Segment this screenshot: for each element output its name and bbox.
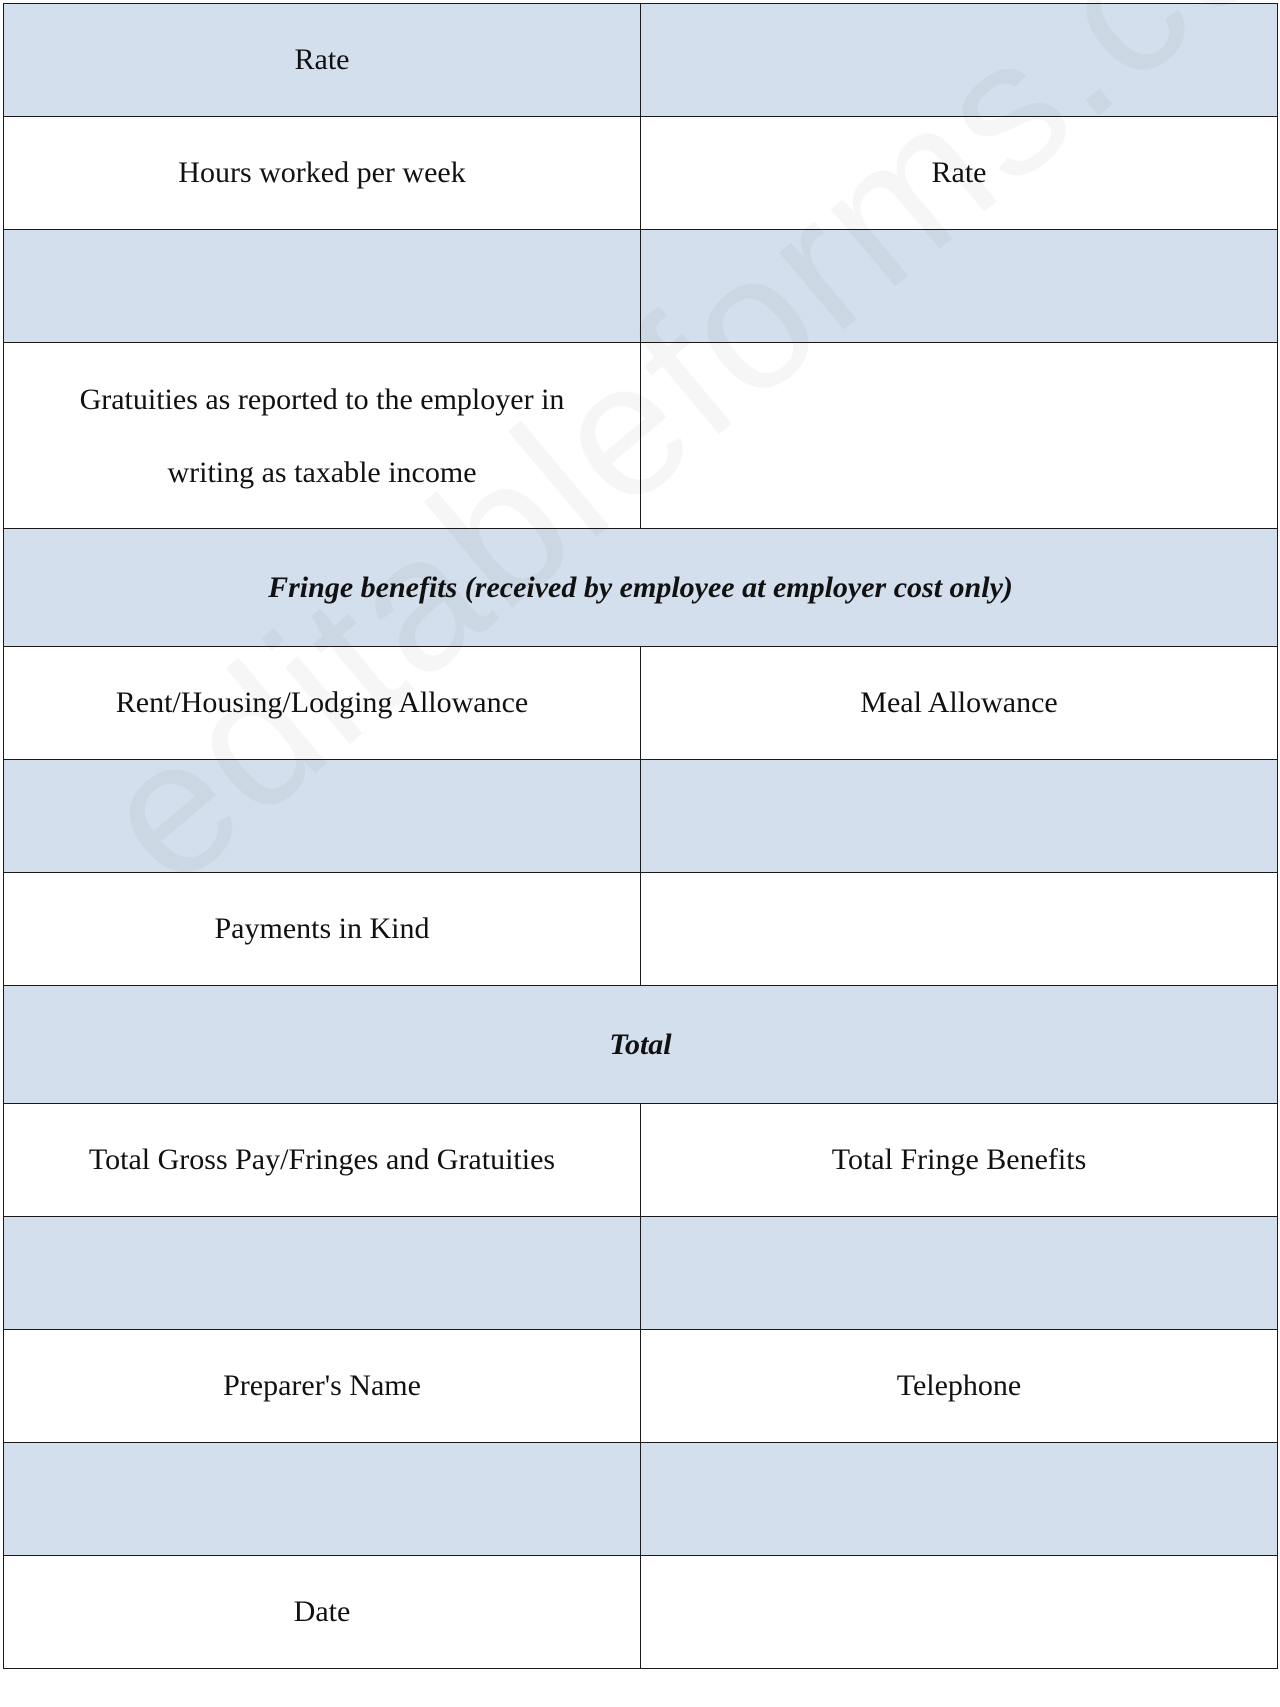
total-gross-pay-label: Total Gross Pay/Fringes and Gratuities [4,1104,641,1217]
table-row [4,343,1278,529]
rate-label: Rate [4,4,641,117]
total-fringe-benefits-label: Total Fringe Benefits [641,1104,1278,1217]
rent-housing-label: Rent/Housing/Lodging Allowance [4,647,641,760]
telephone-label: Telephone [641,1330,1278,1443]
rent-housing-field[interactable] [4,760,641,873]
table-row [4,1443,1278,1556]
preparer-name-field[interactable] [4,1443,641,1556]
table-row [4,1217,1278,1330]
hours-worked-label: Hours worked per week [4,117,641,230]
rate-label-secondary: Rate [641,117,1278,230]
table-row [4,1330,1278,1443]
gratuities-label-line2: writing as taxable income [167,455,477,489]
payments-in-kind-field[interactable] [641,873,1278,986]
table-row [4,986,1278,1104]
rate-field[interactable] [641,230,1278,343]
gratuities-field[interactable] [641,343,1278,529]
table-row [4,529,1278,647]
payments-in-kind-label: Payments in Kind [4,873,641,986]
table-row [4,760,1278,873]
form-table [3,3,1278,1669]
gratuities-label [4,343,641,529]
table-row [4,873,1278,986]
date-field[interactable] [641,1556,1278,1669]
telephone-field[interactable] [641,1443,1278,1556]
total-gross-pay-field[interactable] [4,1217,641,1330]
date-label: Date [4,1556,641,1669]
table-row [4,647,1278,760]
meal-allowance-label: Meal Allowance [641,647,1278,760]
gratuities-label-line1: Gratuities as reported to the employer in [79,382,565,416]
table-row [4,1104,1278,1217]
table-row [4,117,1278,230]
table-row [4,230,1278,343]
table-row [4,4,1278,117]
total-heading: Total [4,986,1278,1104]
rate-value-field[interactable] [641,4,1278,117]
table-row [4,1556,1278,1669]
hours-worked-field[interactable] [4,230,641,343]
total-fringe-benefits-field[interactable] [641,1217,1278,1330]
fringe-benefits-heading: Fringe benefits (received by employee at employer cost only) [4,529,1278,647]
preparer-name-label: Preparer's Name [4,1330,641,1443]
meal-allowance-field[interactable] [641,760,1278,873]
